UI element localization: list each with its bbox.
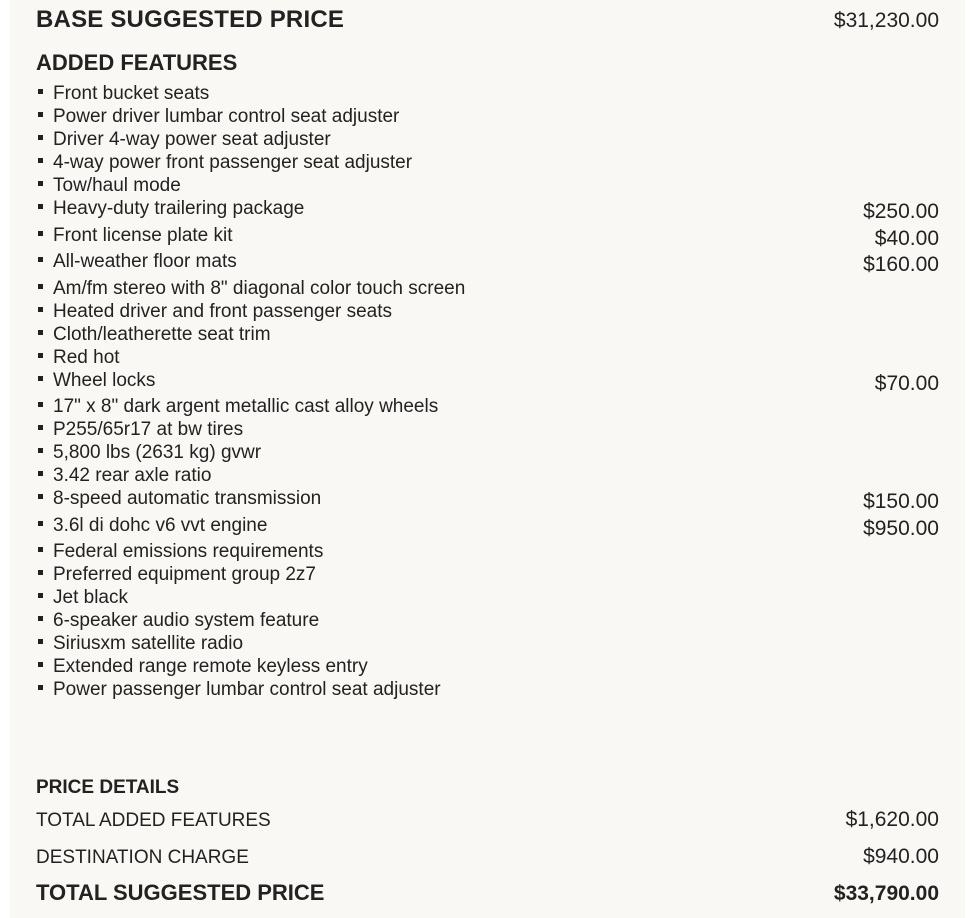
feature-item: [38, 609, 939, 632]
square-bullet-icon: [38, 521, 43, 526]
total-added-features-label: TOTAL ADDED FEATURES: [36, 810, 271, 831]
feature-item-left: [38, 540, 323, 563]
square-bullet-icon: [38, 204, 43, 209]
destination-charge-row: [36, 845, 939, 869]
feature-item-left: [38, 655, 368, 678]
feature-label: Heavy-duty trailering package: [53, 198, 305, 219]
added-features-title: ADDED FEATURES: [36, 50, 238, 75]
feature-item: [38, 369, 939, 396]
feature-item: [38, 418, 939, 441]
feature-item-left: [38, 346, 120, 369]
feature-item-left: [38, 105, 399, 128]
feature-item-left: [38, 369, 155, 392]
feature-label: Am/fm stereo with 8" diagonal color touch screen: [53, 277, 466, 299]
feature-item-left: [38, 224, 233, 247]
feature-label: Power driver lumbar control seat adjuster: [53, 106, 400, 127]
feature-item: [38, 346, 939, 369]
square-bullet-icon: [38, 425, 43, 430]
feature-label: 4-way power front passenger seat adjuster: [53, 152, 413, 173]
total-suggested-price-value: $33,790.00: [833, 882, 939, 905]
total-suggested-price-row: [36, 880, 939, 906]
square-bullet-icon: [38, 158, 43, 163]
feature-item-left: [38, 323, 271, 346]
feature-label: Tow/haul mode: [53, 175, 181, 196]
total-added-features-row: [36, 808, 939, 832]
feature-item-left: [38, 586, 128, 609]
square-bullet-icon: [38, 494, 43, 499]
base-price-label: BASE SUGGESTED PRICE: [36, 6, 345, 33]
destination-charge-label: DESTINATION CHARGE: [36, 847, 249, 868]
feature-item: [38, 441, 939, 464]
feature-item-left: [38, 300, 392, 323]
feature-label: Extended range remote keyless entry: [53, 656, 368, 677]
feature-item: [38, 277, 939, 300]
feature-price: $150.00: [863, 490, 939, 513]
square-bullet-icon: [38, 593, 43, 598]
feature-item-left: [38, 609, 319, 632]
feature-item-left: [38, 514, 267, 537]
square-bullet-icon: [38, 662, 43, 667]
feature-label: 3.42 rear axle ratio: [53, 465, 212, 486]
feature-item: [38, 105, 939, 128]
feature-item-left: [38, 82, 209, 105]
feature-item: [38, 632, 939, 655]
feature-label: Power passenger lumbar control seat adjuster: [53, 679, 441, 700]
feature-price: $40.00: [874, 226, 939, 250]
square-bullet-icon: [38, 685, 43, 690]
feature-item-left: [38, 151, 412, 174]
feature-item-left: [38, 128, 331, 151]
square-bullet-icon: [38, 284, 43, 289]
square-bullet-icon: [38, 353, 43, 358]
square-bullet-icon: [38, 307, 43, 312]
feature-item-left: [38, 277, 465, 300]
square-bullet-icon: [38, 402, 43, 407]
square-bullet-icon: [38, 471, 43, 476]
feature-item-left: [38, 487, 321, 510]
square-bullet-icon: [38, 376, 43, 381]
features-list: [38, 82, 939, 701]
feature-item-left: [38, 174, 181, 197]
feature-label: P255/65r17 at bw tires: [53, 419, 244, 440]
feature-label: Jet black: [53, 587, 128, 608]
feature-label: Federal emissions requirements: [53, 541, 324, 562]
feature-label: All-weather floor mats: [53, 251, 237, 272]
feature-item-left: [38, 632, 243, 655]
feature-item: [38, 300, 939, 323]
base-price-value: $31,230.00: [833, 9, 939, 32]
square-bullet-icon: [38, 89, 43, 94]
feature-label: 5,800 lbs (2631 kg) gvwr: [53, 442, 262, 463]
feature-price: $950.00: [863, 516, 939, 540]
feature-item: [38, 323, 939, 346]
feature-item: [38, 586, 939, 609]
feature-item: [38, 487, 939, 514]
feature-item: [38, 563, 939, 586]
feature-item: [38, 678, 939, 701]
feature-label: Red hot: [53, 346, 120, 368]
feature-label: Front bucket seats: [53, 83, 210, 104]
feature-item-left: [38, 464, 211, 487]
feature-item: [38, 655, 939, 678]
feature-item: [38, 151, 939, 174]
feature-item-left: [38, 197, 304, 220]
feature-item: [38, 250, 939, 277]
feature-item: [38, 224, 939, 251]
square-bullet-icon: [38, 181, 43, 186]
base-price-row: [36, 6, 939, 34]
total-suggested-price-label: TOTAL SUGGESTED PRICE: [36, 880, 325, 905]
feature-item-left: [38, 250, 237, 273]
feature-label: Front license plate kit: [53, 224, 233, 246]
feature-label: Heated driver and front passenger seats: [53, 300, 393, 322]
feature-item: [38, 174, 939, 197]
feature-label: Siriusxm satellite radio: [53, 633, 244, 654]
feature-label: 8-speed automatic transmission: [53, 488, 322, 509]
square-bullet-icon: [38, 639, 43, 644]
feature-label: Wheel locks: [53, 369, 156, 391]
feature-item-left: [38, 395, 438, 418]
feature-item-left: [38, 441, 261, 464]
destination-charge-value: $940.00: [863, 845, 939, 868]
feature-item-left: [38, 678, 441, 701]
square-bullet-icon: [38, 257, 43, 262]
square-bullet-icon: [38, 448, 43, 453]
feature-item: [38, 395, 939, 418]
price-sheet: [10, 0, 965, 918]
feature-label: 17" x 8" dark argent metallic cast alloy wheels: [53, 396, 439, 417]
price-details-title: PRICE DETAILS: [36, 777, 180, 798]
feature-item: [38, 197, 939, 224]
feature-item: [38, 128, 939, 151]
feature-label: Driver 4-way power seat adjuster: [53, 129, 331, 150]
square-bullet-icon: [38, 135, 43, 140]
feature-label: Preferred equipment group 2z7: [53, 564, 316, 585]
total-added-features-value: $1,620.00: [845, 808, 939, 831]
feature-item-left: [38, 563, 316, 586]
square-bullet-icon: [38, 112, 43, 117]
feature-label: Cloth/leatherette seat trim: [53, 323, 271, 345]
feature-price: $160.00: [863, 253, 939, 276]
square-bullet-icon: [38, 547, 43, 552]
square-bullet-icon: [38, 616, 43, 621]
feature-label: 6-speaker audio system feature: [53, 610, 320, 631]
feature-price: $250.00: [863, 200, 939, 223]
feature-item-left: [38, 418, 243, 441]
square-bullet-icon: [38, 570, 43, 575]
feature-item: [38, 464, 939, 487]
feature-item: [38, 540, 939, 563]
feature-item: [38, 514, 939, 541]
feature-price: $70.00: [874, 371, 939, 395]
square-bullet-icon: [38, 231, 43, 236]
feature-item: [38, 82, 939, 105]
square-bullet-icon: [38, 330, 43, 335]
feature-label: 3.6l di dohc v6 vvt engine: [53, 514, 268, 536]
